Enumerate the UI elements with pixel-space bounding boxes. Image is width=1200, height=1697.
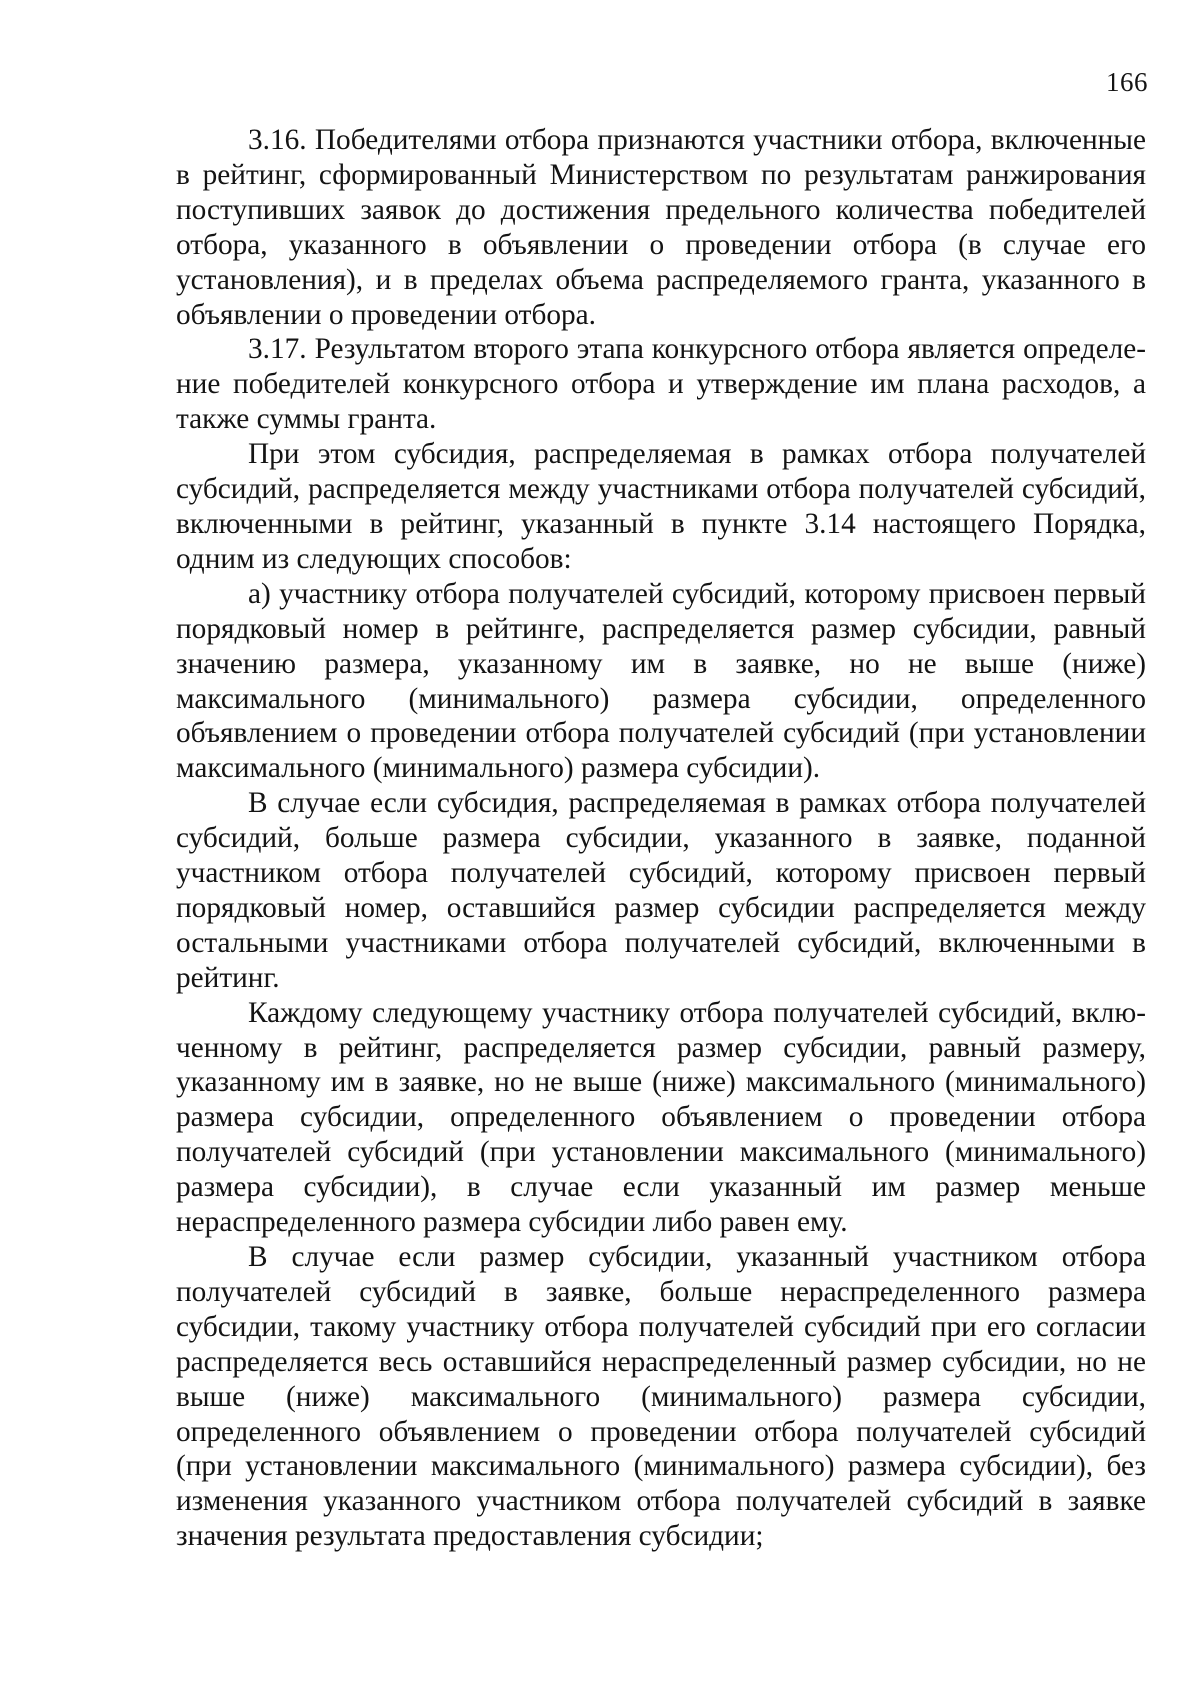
paragraph-3-16: 3.16. Победителями отбора признаются участники отбора, включенные в рейтинг, сформированный Министерством по результатам ранжирования поступивших заявок до достижения предельного количества победителей отбора, указанного в объявлении о проведении отбора (в случае его установления), и в пределах объема распределяемого гранта, указанного в объявлении о проведении отбора. bbox=[176, 124, 1146, 331]
page-number: 166 bbox=[1106, 67, 1148, 97]
paragraph-method-a: а) участнику отбора получателей субсидий, которому присвоен первый порядковый номер в рейтинге, распределяется размер субсидии, равный значению размера, указанному им в заявке, но не выше (ниже) максимального (минимального) размера субсидии, определенного объявлением о проведении отбора получателей субсидий (при установлении максимального (минимального) размера субсидии). bbox=[176, 577, 1146, 785]
paragraph-3-17: 3.17. Результатом второго этапа конкурсного отбора является определение победителей конкурсного отбора и утверждение им плана расходов, а также суммы гранта. bbox=[176, 333, 1146, 436]
paragraph-distribution-intro: При этом субсидия, распределяемая в рамках отбора получателей субсидий, распределяется между участниками отбора получателей субсидий, включенными в рейтинг, указанный в пункте 3.14 настоящего Порядка, одним из следующих способов: bbox=[176, 438, 1146, 575]
paragraph-undistributed-subsidy: В случае если размер субсидии, указанный участником отбора получателей субсидий в заявке, больше нераспределенного размера субсидии, такому участнику отбора получателей субсидий при его согласии распределяется весь оставшийся нераспределенный размер субсидии, но не выше (ниже) максимального (минимального) размера субсидии, определенного объявлением о проведении отбора получателей субсидий (при установлении максимального (минимального) размера субсидии), без изменения указанного участником отбора получателей субсидий в заявке значения результата предоставления субсидии; bbox=[176, 1241, 1146, 1553]
paragraph-remaining-subsidy: В случае если субсидия, распределяемая в рамках отбора получателей субсидий, больше размера субсидии, указанного в заявке, поданной участником отбора получателей субсидий, которому присвоен первый порядковый номер, оставшийся размер субсидии распределяется между остальными участниками отбора получателей субсидий, включенными в рейтинг. bbox=[176, 787, 1146, 994]
paragraph-each-next-participant: Каждому следующему участнику отбора получателей субсидий, включенному в рейтинг, распределяется размер субсидии, равный размеру, указанному им в заявке, но не выше (ниже) максимального (минимального) размера субсидии, определенного объявлением о проведении отбора получателей субсидий (при установлении максимального (минимального) размера субсидии), в случае если указанный им размер меньше нераспределенного размера субсидии либо равен ему. bbox=[176, 996, 1146, 1239]
document-body bbox=[176, 123, 1146, 1554]
